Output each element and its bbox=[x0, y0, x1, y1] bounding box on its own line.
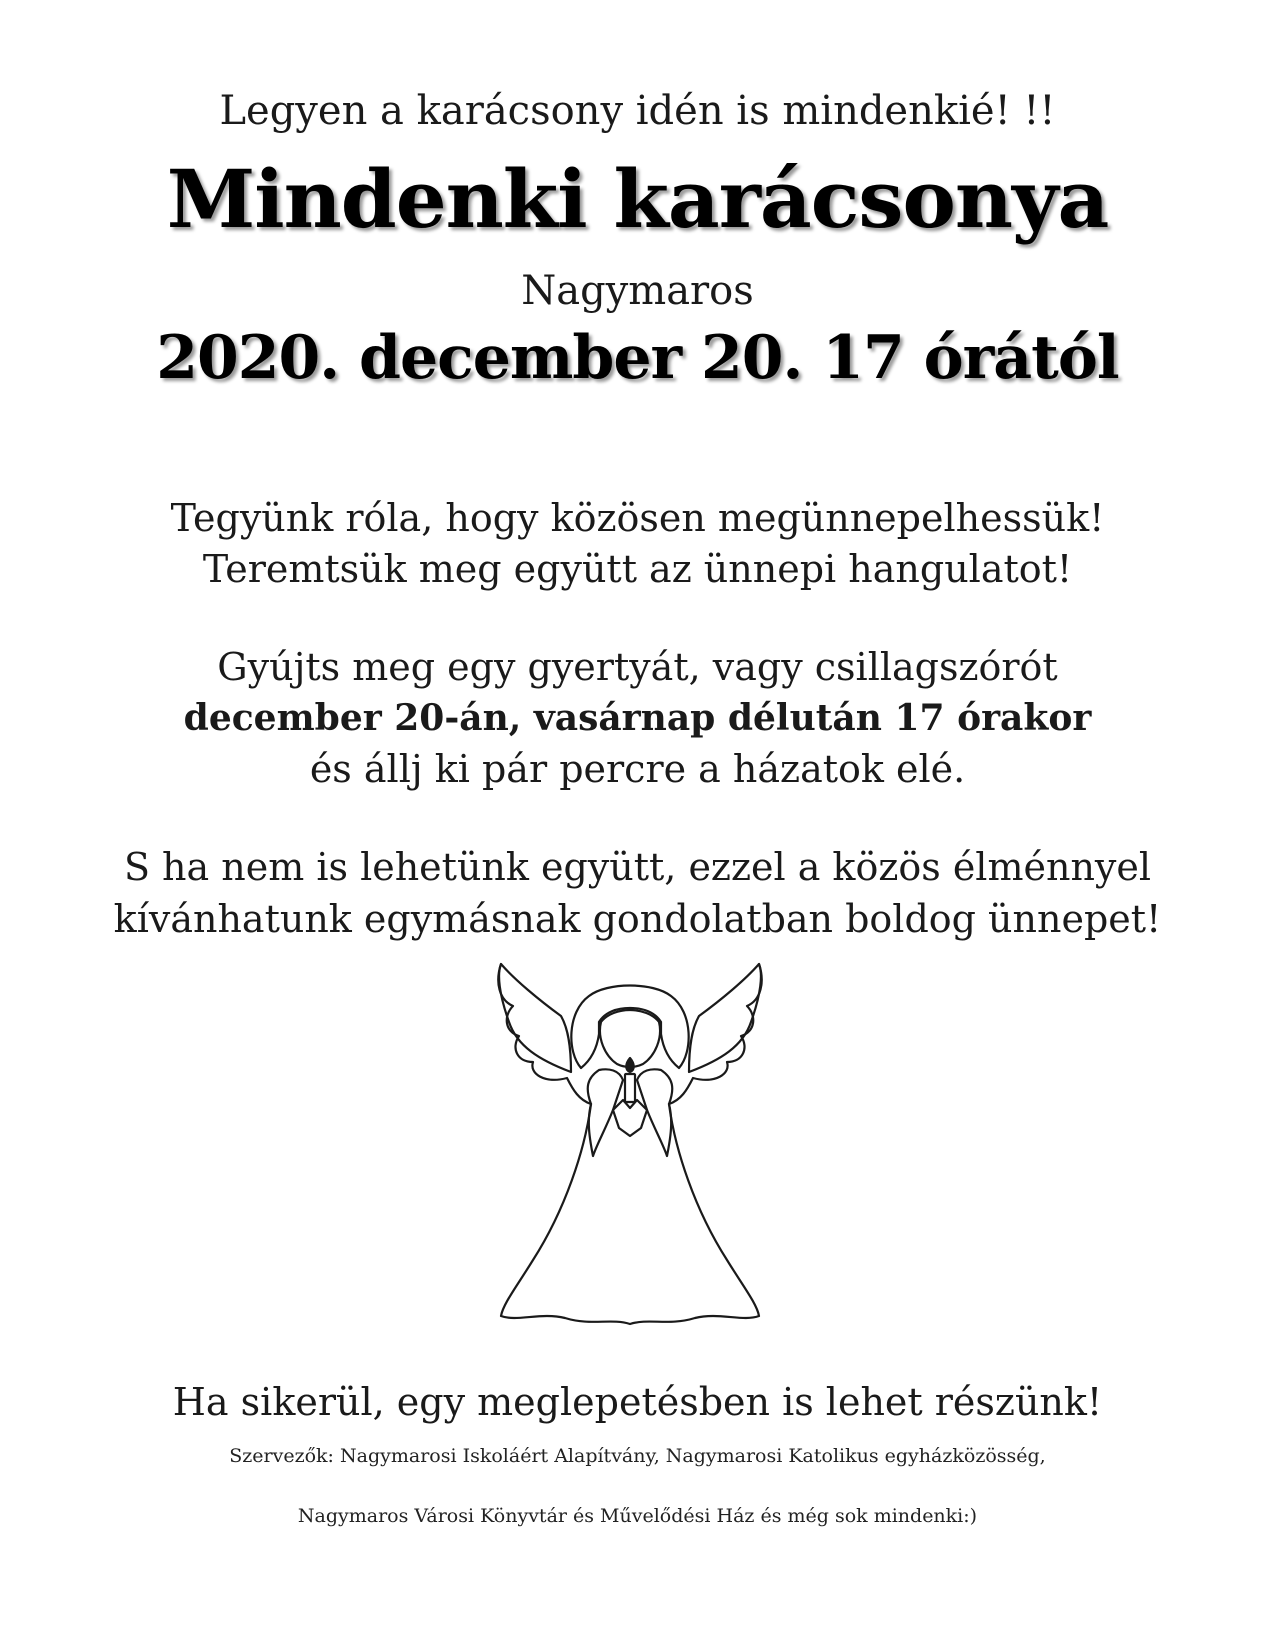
left-wing bbox=[499, 964, 571, 1072]
angel-hair bbox=[571, 986, 688, 1069]
paragraph-2-line-3: és állj ki pár percre a házatok elé. bbox=[309, 747, 966, 791]
paragraph-2-line-1: Gyújts meg egy gyertyát, vagy csillagszórót bbox=[217, 645, 1058, 689]
right-wing bbox=[689, 964, 761, 1072]
right-wing-scallop bbox=[669, 964, 762, 1104]
paragraph-1-line-1: Tegyünk róla, hogy közösen megünnepelhessük! bbox=[170, 496, 1105, 540]
paragraph-2-bold-line: december 20-án, vasárnap délután 17 órakor bbox=[183, 697, 1092, 739]
angel-cape bbox=[588, 1069, 623, 1156]
flame-icon bbox=[626, 1058, 634, 1072]
candle-icon bbox=[625, 1074, 635, 1102]
organizers-line-1: Szervezők: Nagymarosi Iskoláért Alapítvány, Nagymarosi Katolikus egyházközösség, bbox=[229, 1445, 1046, 1467]
organizers-line-2: Nagymaros Városi Könyvtár és Művelődési Ház és még sok mindenki:) bbox=[297, 1505, 978, 1527]
event-date: 2020. december 20. 17 órától bbox=[156, 323, 1119, 393]
location: Nagymaros bbox=[521, 268, 754, 314]
page-title: Mindenki karácsonya bbox=[166, 152, 1109, 246]
tagline: Legyen a karácsony idén is mindenkié! !! bbox=[219, 88, 1056, 134]
paragraph-1-line-2: Teremtsük meg együtt az ünnepi hangulatot! bbox=[202, 547, 1073, 591]
angel-hands bbox=[613, 1100, 647, 1136]
paragraph-3-line-1: S ha nem is lehetünk együtt, ezzel a közös élménnyel bbox=[123, 845, 1152, 889]
surprise-note: Ha sikerül, egy meglepetésben is lehet részünk! bbox=[172, 1380, 1103, 1424]
paragraph-3-line-2: kívánhatunk egymásnak gondolatban boldog ünnepet! bbox=[113, 897, 1162, 941]
angel-cape-right bbox=[637, 1069, 672, 1156]
left-wing-scallop bbox=[498, 964, 591, 1104]
angel-with-candle-icon bbox=[495, 960, 765, 1350]
